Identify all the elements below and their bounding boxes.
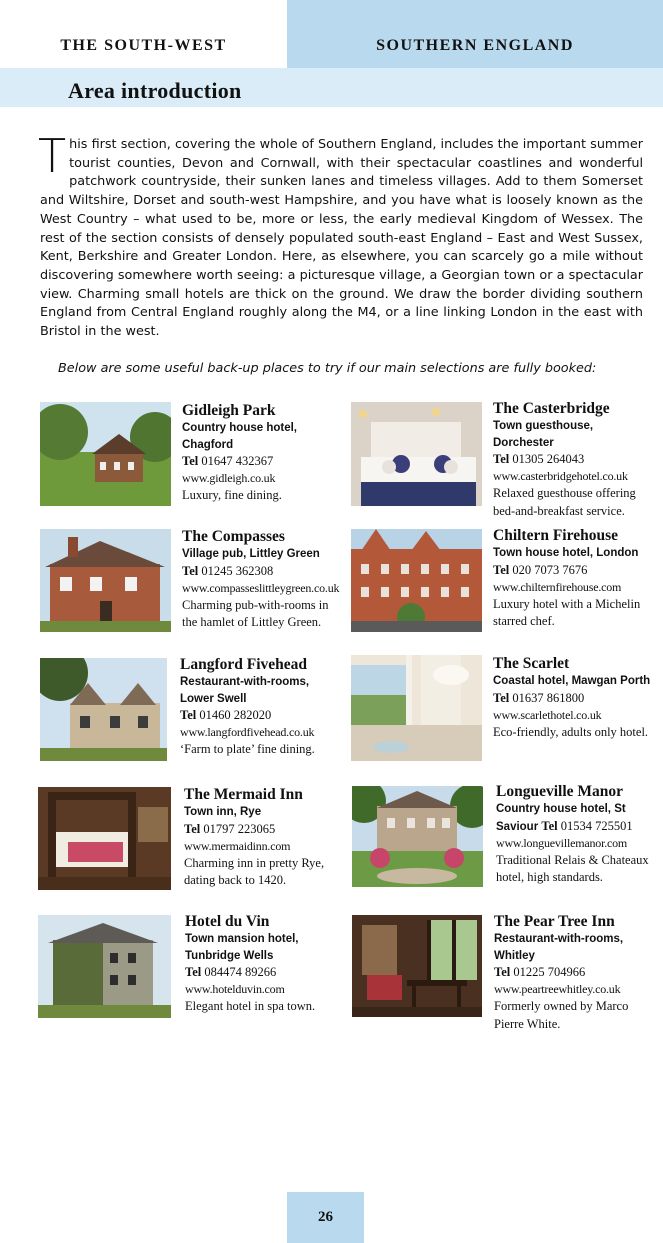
pear-tree-inn-photo (352, 915, 482, 1017)
listing-tel (494, 964, 654, 981)
page-number-label: 26 (318, 1209, 333, 1225)
listing-description: Charming pub-with-rooms in the hamlet of Littley Green. (182, 597, 329, 630)
listing-casterbridge (493, 400, 653, 520)
listing-type: Coastal hotel, Mawgan Porth (493, 675, 651, 687)
tel-number: 01647 432367 (201, 454, 274, 468)
listing-type: Town guesthouse, Dorchester (493, 420, 594, 449)
tel-label: Tel (182, 563, 199, 578)
listing-description: Luxury, fine dining. (182, 488, 282, 503)
tel-label: Tel (185, 965, 202, 979)
mermaid-inn-photo (38, 787, 171, 890)
longueville-manor-photo (352, 786, 483, 887)
listing-scarlet (493, 655, 653, 741)
gidleigh-park-photo (40, 402, 171, 506)
hotel-du-vin-photo (38, 915, 171, 1018)
tel-label: Tel (541, 818, 558, 833)
langford-fivehead-photo (40, 658, 167, 761)
listing-longueville-manor (496, 783, 658, 887)
listing-gidleigh-park (182, 402, 322, 505)
tel-number: 020 7073 7676 (512, 562, 588, 577)
listing-description: Luxury hotel with a Michelin starred chef. (493, 596, 641, 629)
listing-type (496, 801, 658, 835)
header-tab-label: THE SOUTH-WEST (60, 37, 227, 54)
listing-tel (180, 707, 340, 724)
listing-website[interactable]: www.longuevillemanor.com (496, 836, 628, 850)
listing-tel (184, 821, 344, 838)
listing-name: The Pear Tree Inn (494, 913, 615, 930)
listing-type: Town house hotel, London (493, 547, 639, 559)
tel-number: 01797 223065 (203, 821, 276, 836)
drop-cap: T (38, 129, 67, 183)
listing-name: The Casterbridge (493, 400, 610, 417)
header-tab-southern-england (287, 0, 663, 68)
chiltern-firehouse-photo (351, 529, 482, 632)
listing-tel (493, 451, 653, 468)
header-tab-label: SOUTHERN ENGLAND (376, 37, 574, 54)
listing-tel (493, 562, 653, 579)
listing-tel (541, 819, 632, 833)
listing-description: Charming inn in pretty Rye, dating back to 1420. (184, 855, 325, 888)
tel-number: 01637 861800 (512, 690, 585, 705)
listing-website[interactable]: www.compasseslittleygreen.co.uk (182, 580, 340, 595)
listing-website[interactable]: www.peartreewhitley.co.uk (494, 982, 621, 997)
listing-mermaid-inn (184, 786, 344, 889)
listing-name: Hotel du Vin (185, 913, 270, 930)
listing-tel (493, 690, 653, 707)
listing-type: Country house hotel, Chagford (182, 422, 297, 451)
tel-number: 01245 362308 (201, 563, 274, 578)
tel-label: Tel (493, 562, 510, 577)
listing-website[interactable]: www.gidleigh.co.uk (182, 471, 276, 486)
listing-description: Relaxed guesthouse offering bed-and-breakfast service. (493, 486, 636, 518)
listing-website[interactable]: www.scarlethotel.co.uk (493, 707, 602, 722)
listing-website[interactable]: www.hotelduvin.com (185, 982, 285, 997)
listing-compasses (182, 528, 342, 631)
tel-label: Tel (494, 965, 511, 979)
listing-website[interactable]: www.langfordfivehead.co.uk (180, 725, 315, 740)
listing-tel (182, 563, 342, 580)
casterbridge-photo (351, 402, 482, 506)
listing-website[interactable]: www.casterbridgehotel.co.uk (493, 469, 628, 484)
compasses-photo (40, 529, 171, 632)
listing-chiltern-firehouse (493, 527, 653, 630)
listing-description: Traditional Relais & Chateaux hotel, high standards. (496, 853, 649, 885)
listing-tel (185, 964, 345, 981)
listing-name: Langford Fivehead (180, 656, 308, 673)
listing-hotel-du-vin (185, 913, 345, 1016)
tel-number: 01460 282020 (199, 708, 272, 722)
listing-name: Longueville Manor (496, 783, 624, 800)
listing-name: Gidleigh Park (182, 402, 276, 419)
tel-label: Tel (184, 821, 201, 836)
listing-description: Eco-friendly, adults only hotel. (493, 724, 649, 739)
header-tab-south-west (0, 0, 287, 68)
tel-number: 01305 264043 (512, 452, 585, 466)
listing-type: Town mansion hotel, Tunbridge Wells (185, 933, 299, 962)
section-title: Area introduction (68, 78, 242, 103)
listing-website[interactable]: www.chilternfirehouse.com (493, 579, 622, 594)
tel-label: Tel (493, 690, 510, 705)
intro-note: Below are some useful back-up places to try if our main selections are fully booked: (58, 361, 597, 376)
listing-tel (182, 453, 322, 470)
page-number (287, 1192, 364, 1243)
listing-name: The Scarlet (493, 655, 570, 672)
listing-type: Village pub, Littley Green (182, 548, 320, 560)
tel-number: 01534 725501 (560, 818, 633, 833)
tel-number: 084474 89266 (204, 965, 277, 979)
listing-langford-fivehead (180, 656, 340, 759)
listing-type: Restaurant-with-rooms, Whitley (494, 933, 624, 962)
intro-paragraph (38, 129, 643, 342)
listing-description: Elegant hotel in spa town. (185, 999, 316, 1014)
listing-type-text: Country house hotel, St Saviour (496, 803, 626, 833)
listing-type: Town inn, Rye (184, 806, 262, 818)
listing-name: The Mermaid Inn (184, 786, 303, 803)
tel-label: Tel (182, 454, 199, 468)
listing-type: Restaurant-with-rooms, Lower Swell (180, 676, 310, 705)
listing-name: The Compasses (182, 528, 285, 545)
listing-description: ‘Farm to plate’ fine dining. (180, 742, 315, 757)
tel-label: Tel (493, 452, 510, 466)
listing-description: Formerly owned by Marco Pierre White. (494, 999, 629, 1031)
listing-name: Chiltern Firehouse (493, 527, 618, 544)
listing-website[interactable]: www.mermaidinn.com (184, 838, 291, 853)
listing-pear-tree-inn (494, 913, 654, 1033)
scarlet-photo (351, 655, 482, 761)
tel-label: Tel (180, 708, 197, 722)
tel-number: 01225 704966 (513, 965, 586, 979)
intro-body: his first section, covering the whole of Southern England, includes the important summer tourist counties, Devon and Cornwall, with their spectacular coastlines and wonderful patchwork countryside, their sunken lanes and timeless villages. Add to them Somerset and Wiltshire, Dorset and south-west Hampshire, and you have what is loosely known as the West Country – what used to be, more or less, the early medieval Kingdom of Wessex. The rest of the section consists of densely populated south-east England – East and West Sussex, Kent, Berkshire and Greater London. Here, as elsewhere, you can scarcely go a mile without discovering somewhere worth seeing: a picturesque village, a Georgian town or a spectacular view. Charming small hotels are thick on the ground. We draw the border dividing southern England from Central England roughly along the M4, or a line linking London in the east with Bristol in the west. (40, 137, 643, 340)
